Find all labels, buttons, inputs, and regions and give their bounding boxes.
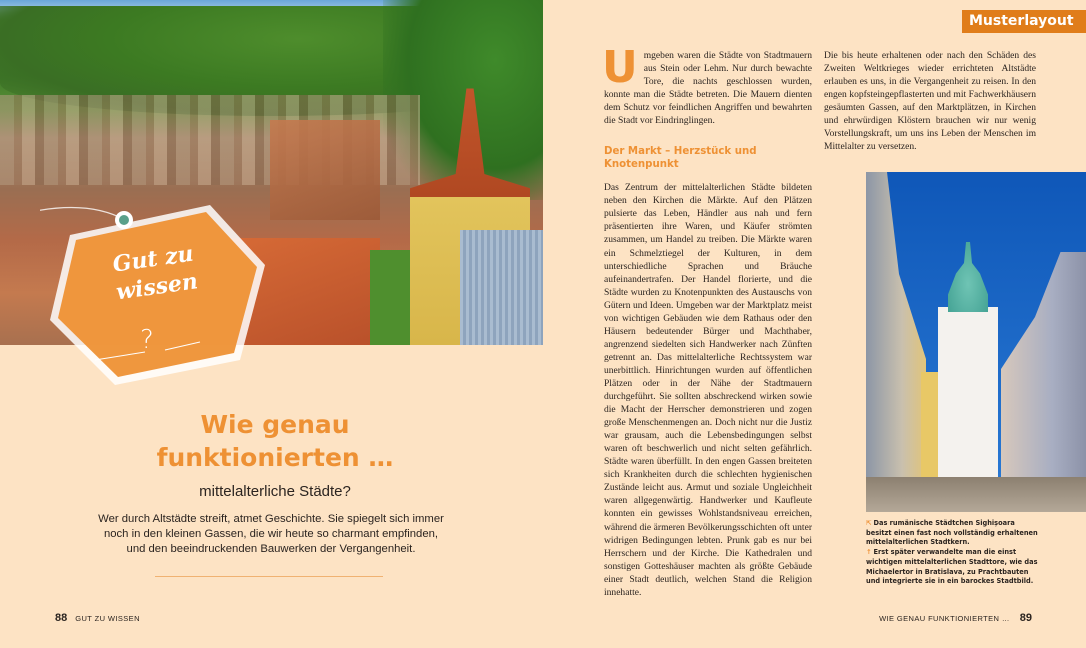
page-headline [90,408,460,474]
text-column-1 [602,42,812,599]
dropcap: U [602,42,638,93]
gut-zu-wissen-badge [40,190,270,390]
body-paragraph: Die bis heute erhaltenen oder nach den Schäden des Zweiten Weltkrieges wieder errichteten Altstädte erlauben es uns, in die Vergangenheit zu reisen. In den engen kopfsteingepflasterten und mit Fachwerkhäusern gesäumten Gassen, auf den Marktplätzen, in Kirchen und ehrwürdigen Klöstern brauchen wir nur wenig Vorstellungskraft, um uns ins Leben der Menschen im Mittelalter zu versetzen. [824,50,1036,153]
section-heading: Der Markt – Herzstück und Knotenpunkt [604,146,757,170]
folio-right [879,612,1032,624]
badge-title-line1: Gut zu [111,240,196,278]
musterlayout-tag: Musterlayout [962,10,1086,33]
question-mark-icon: ? [140,325,154,355]
intro-text: Wer durch Altstädte streift, atmet Geschichte. Sie spiegelt sich immer noch in den kleinen Gassen, die wir heute so charmant empfinden, und den beeindruckenden Bauwerken der Vergangenheit. [98,513,444,555]
body-paragraph: Das Zentrum der mittelalterlichen Städte bildeten neben den Kirchen die Märkte. Auf den Plätzen pulsierte das Leben, Händler aus nah und fern präsentierten ihre Waren, und Käufer strömten zusammen, um Handel zu treiben. Die Märkte waren ein Schmelztiegel der Kulturen, in dem unterschiedliche Sprachen und Bräuche aufeinandertrafen. Der Handel florierte, und die Städte wurden zu Knotenpunkten des Austauschs von Gütern und Ideen. Umgeben war der Marktplatz meist von wichtigen Gebäuden wie dem Rathaus oder den Häusern bedeutender Bürger und Machthaber, angrenzend siedelten sich Handwerker nach Zünften getrennt an. Das mittelalterliche Rechtssystem war unerbittlich. Hinrichtungen wurden auf öffentlichen Plätzen oder in der Nähe der Stadtmauern durchgeführt. Sie sollten abschreckend wirken sowie die Macht der Herrscher demonstrieren und zogen große Menschenmengen an. Doch nicht nur die Justiz war grausam, auch die Lebensbedingungen selbst waren oft beschwerlich und nicht selten gefährlich. Städte waren überfüllt. In den engen Gassen breiteten sich Krankheiten durch die schlechten hygienischen Zustände leicht aus. Armut und soziale Ungleichheit waren allgegenwärtig. Handwerker und Kaufleute konnten ein gewisses Wohlstandsniveau erreichen, während die ärmeren Bevölkerungsschichten oft unter widrigen Bedingungen lebten. Prunk gab es nur bei Herrschern und der Kirche. Die Kathedralen und sonstigen Gotteshäuser machten als größte Gebäude einer Stadt deutlich, welchen Stand die Religion innehatte. [604,182,812,598]
caption-text: Das rumänische Städtchen Sighișoara besitzt einen fast noch vollständig erhaltenen mittelalterlichen Stadtkern. [866,519,1038,547]
photo-gate-tower [938,307,998,477]
divider [155,576,383,577]
photo-captions [866,519,1041,587]
caption-item [866,548,1041,587]
badge-title-line2: wissen [114,268,200,306]
headline-line2: funktionierten … [156,443,394,472]
body-paragraph: mgeben waren die Städte von Stadtmauern aus Stein oder Lehm. Nur durch bewachte Tore, die nachts geschlossen wurden, konnte man die Städte betreten. Die Mauern dienten dem Schutz vor feindlichen Angriffen und bewahrten die Stadt vor Eindringlingen. [604,50,812,127]
folio-left [55,612,140,624]
caption-text: Erst später verwandelte man die einst wichtigen mittelalterlichen Stadttore, wie das Michaelertor in Bratislava, zu Prachtbauten und integrierte sie in ein barockes Stadtbild. [866,548,1038,586]
photo-michaelertor [866,172,1086,512]
headline-line1: Wie genau [200,410,350,439]
page-subheadline: mittelalterliche Städte? [199,483,351,500]
text-column-2 [824,49,1036,153]
page-number: 89 [1019,612,1032,624]
photo-roof [270,120,380,220]
caption-item [866,519,1041,548]
photo-street [866,477,1086,512]
running-head: GUT ZU WISSEN [75,614,140,623]
page-number: 88 [55,612,68,624]
arrow-up-icon: ↑ [866,548,872,557]
arrow-up-left-icon: ⇱ [866,519,872,527]
running-head: WIE GENAU FUNKTIONIERTEN … [879,614,1010,623]
photo-blue-roof [460,230,543,345]
